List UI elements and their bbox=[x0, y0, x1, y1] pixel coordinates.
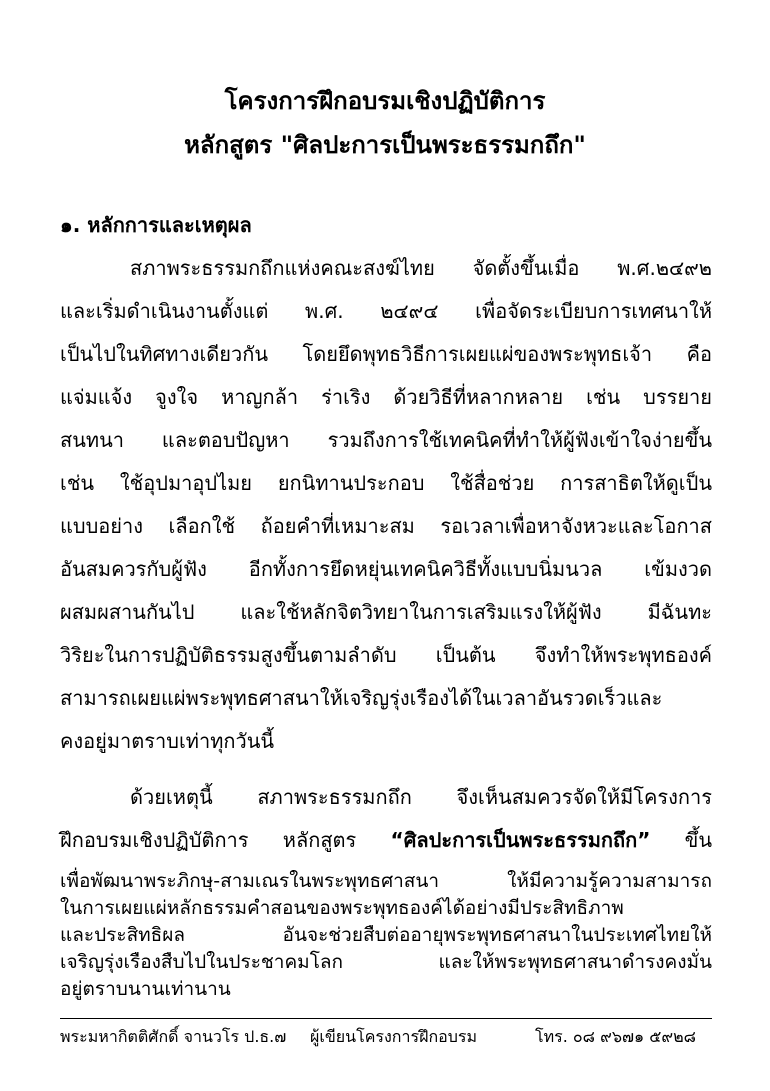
paragraph-line: และเริ่มดำเนินงานตั้งแต่ พ.ศ. ๒๔๙๔ เพื่อจัดระเบียบการเทศนาให้ bbox=[60, 299, 712, 323]
paragraph-line-with-emphasis bbox=[60, 825, 712, 855]
section-heading: ๑. หลักการและเหตุผล bbox=[60, 213, 252, 237]
paragraph-line: วิริยะในการปฏิบัติธรรมสูงขึ้นตามลำดับ เป็นต้น จึงทำให้พระพุทธองค์ bbox=[60, 643, 712, 667]
paragraph-text: ขึ้น bbox=[650, 828, 712, 852]
paragraph-line: สามารถเผยแผ่พระพุทธศาสนาให้เจริญรุ่งเรืองได้ในเวลาอันรวดเร็วและ bbox=[60, 686, 663, 710]
course-name-emphasis: “ศิลปะการเป็นพระธรรมกถึก” bbox=[390, 828, 651, 852]
paragraph-line: เช่น ใช้อุปมาอุปไมย ยกนิทานประกอบ ใช้สื่อช่วย การสาธิตให้ดูเป็น bbox=[60, 471, 712, 495]
paragraph-text: ฝึกอบรมเชิงปฏิบัติการ หลักสูตร bbox=[60, 828, 391, 852]
paragraph-line: แบบอย่าง เลือกใช้ ถ้อยคำที่เหมาะสม รอเวลาเพื่อหาจังหวะและโอกาส bbox=[60, 514, 712, 538]
paragraph-line: อยู่ตราบนานเท่านาน bbox=[60, 978, 231, 1000]
paragraph-line: เจริญรุ่งเรืองสืบไปในประชาคมโลก และให้พระพุทธศาสนาดำรงคงมั่น bbox=[60, 951, 712, 973]
paragraph-line: ในการเผยแผ่หลักธรรมคำสอนของพระพุทธองค์ได้อย่างมีประสิทธิภาพ bbox=[60, 897, 624, 919]
paragraph-line: อันสมควรกับผู้ฟัง อีกทั้งการยึดหยุ่นเทคนิควิธีทั้งแบบนิ่มนวล เข้มงวด bbox=[60, 557, 712, 581]
footer-role: ผู้เขียนโครงการฝึกอบรม bbox=[310, 1027, 478, 1046]
paragraph-line: ผสมผสานกันไป และใช้หลักจิตวิทยาในการเสริมแรงให้ผู้ฟัง มีฉันทะ bbox=[60, 600, 712, 624]
document-title-line-2: หลักสูตร "ศิลปะการเป็นพระธรรมกถึก" bbox=[184, 131, 586, 159]
footer-divider bbox=[60, 1018, 712, 1019]
footer-author: พระมหากิตติศักดิ์ จานวโร ป.ธ.๗ bbox=[60, 1027, 287, 1046]
paragraph-line: และประสิทธิผล อันจะช่วยสืบต่ออายุพระพุทธศาสนาในประเทศไทยให้ bbox=[60, 924, 712, 946]
paragraph-line: สภาพระธรรมกถึกแห่งคณะสงฆ์ไทย จัดตั้งขึ้นเมื่อ พ.ศ.๒๔๙๒ bbox=[130, 256, 712, 280]
paragraph-line: แจ่มแจ้ง จูงใจ หาญกล้า ร่าเริง ด้วยวิธีที่หลากหลาย เช่น บรรยาย bbox=[60, 385, 712, 409]
document-title-line-1: โครงการฝึกอบรมเชิงปฏิบัติการ bbox=[224, 87, 546, 115]
footer-phone: โทร. ๐๘ ๙๖๗๑ ๕๙๒๘ bbox=[535, 1027, 696, 1046]
paragraph-line: เพื่อพัฒนาพระภิกษุ-สามเณรในพระพุทธศาสนา ให้มีความรู้ความสามารถ bbox=[60, 870, 712, 892]
paragraph-line: ด้วยเหตุนี้ สภาพระธรรมกถึก จึงเห็นสมควรจัดให้มีโครงการ bbox=[130, 785, 712, 809]
paragraph-line: สนทนา และตอบปัญหา รวมถึงการใช้เทคนิคที่ทำให้ผู้ฟังเข้าใจง่ายขึ้น bbox=[60, 428, 712, 452]
paragraph-line: เป็นไปในทิศทางเดียวกัน โดยยึดพุทธวิธีการเผยแผ่ของพระพุทธเจ้า คือ bbox=[60, 342, 712, 366]
paragraph-line: คงอยู่มาตราบเท่าทุกวันนี้ bbox=[60, 729, 275, 753]
